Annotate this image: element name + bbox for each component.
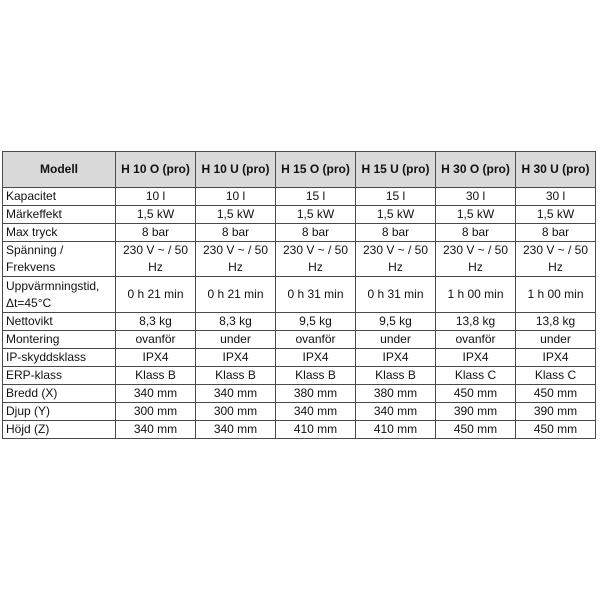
table-row [3,277,596,313]
row-label: Kapacitet [3,188,116,206]
table-row [3,367,596,385]
table-cell: 450 mm [516,385,596,403]
table-cell: 410 mm [356,421,436,439]
table-cell: under [356,331,436,349]
header-model: H 15 O (pro) [276,152,356,188]
table-cell: Klass B [196,367,276,385]
row-label: Djup (Y) [3,403,116,421]
table-cell: 230 V ~ / 50 Hz [436,242,516,277]
table-row [3,403,596,421]
table-cell: IPX4 [516,349,596,367]
row-label: ERP-klass [3,367,116,385]
table-cell: 340 mm [276,403,356,421]
table-cell: 450 mm [516,421,596,439]
table-cell: 30 l [436,188,516,206]
table-header [3,152,596,188]
table-cell: 230 V ~ / 50 Hz [196,242,276,277]
table-cell: Klass B [116,367,196,385]
table-cell: Klass B [356,367,436,385]
table-cell: 1,5 kW [436,206,516,224]
table-cell: ovanför [276,331,356,349]
row-label: Höjd (Z) [3,421,116,439]
table-cell: 10 l [116,188,196,206]
table-cell: 450 mm [436,385,516,403]
table-cell: 1,5 kW [516,206,596,224]
table-row [3,188,596,206]
header-label-modell: Modell [3,152,116,188]
table-cell: 390 mm [436,403,516,421]
row-label: Max tryck [3,224,116,242]
table-cell: 8,3 kg [116,313,196,331]
row-label: Märkeffekt [3,206,116,224]
table-cell: Klass B [276,367,356,385]
table-row [3,349,596,367]
table-cell: 410 mm [276,421,356,439]
table-cell: IPX4 [276,349,356,367]
table-cell: 0 h 21 min [116,277,196,313]
table-row [3,224,596,242]
row-label: Uppvärmningstid, Δt=45°C [3,277,116,313]
table-cell: 340 mm [196,421,276,439]
table-body [3,188,596,439]
table-cell: 10 l [196,188,276,206]
table-cell: 230 V ~ / 50 Hz [356,242,436,277]
table-row [3,242,596,277]
table-cell: IPX4 [196,349,276,367]
row-label: Nettovikt [3,313,116,331]
table-cell: 230 V ~ / 50 Hz [276,242,356,277]
table-cell: ovanför [436,331,516,349]
row-label: IP-skyddsklass [3,349,116,367]
header-model: H 15 U (pro) [356,152,436,188]
table-cell: 1 h 00 min [516,277,596,313]
table-cell: 340 mm [196,385,276,403]
table-cell: 340 mm [356,403,436,421]
row-label: Montering [3,331,116,349]
table-cell: 390 mm [516,403,596,421]
table-cell: 15 l [356,188,436,206]
specifications-table [2,151,596,439]
header-model: H 30 O (pro) [436,152,516,188]
table-cell: 9,5 kg [356,313,436,331]
table-cell: under [196,331,276,349]
table-cell: 0 h 31 min [276,277,356,313]
table-cell: 1,5 kW [196,206,276,224]
table-cell: 8 bar [356,224,436,242]
table-cell: 8,3 kg [196,313,276,331]
row-label: Bredd (X) [3,385,116,403]
header-model: H 10 U (pro) [196,152,276,188]
table-cell: under [516,331,596,349]
table-cell: 230 V ~ / 50 Hz [516,242,596,277]
table-row [3,331,596,349]
table-cell: 30 l [516,188,596,206]
table-cell: IPX4 [116,349,196,367]
table-cell: Klass C [436,367,516,385]
header-model: H 30 U (pro) [516,152,596,188]
row-label: Spänning / Frekvens [3,242,116,277]
table-cell: 1,5 kW [276,206,356,224]
table-cell: 340 mm [116,421,196,439]
table-cell: 8 bar [276,224,356,242]
table-cell: 340 mm [116,385,196,403]
table-cell: IPX4 [356,349,436,367]
table-cell: 8 bar [436,224,516,242]
table-cell: 1 h 00 min [436,277,516,313]
table-cell: 15 l [276,188,356,206]
table-row [3,206,596,224]
table-row [3,385,596,403]
table-cell: 1,5 kW [356,206,436,224]
table-cell: Klass C [516,367,596,385]
table-row [3,421,596,439]
table-cell: 450 mm [436,421,516,439]
table-cell: 230 V ~ / 50 Hz [116,242,196,277]
table-cell: 0 h 31 min [356,277,436,313]
table-cell: 13,8 kg [516,313,596,331]
table-cell: 380 mm [356,385,436,403]
table-cell: 13,8 kg [436,313,516,331]
table-cell: IPX4 [436,349,516,367]
header-row [3,152,596,188]
header-model: H 10 O (pro) [116,152,196,188]
table-cell: 1,5 kW [116,206,196,224]
table-cell: 9,5 kg [276,313,356,331]
table-cell: 0 h 21 min [196,277,276,313]
table-cell: 8 bar [116,224,196,242]
table-row [3,313,596,331]
table-cell: 300 mm [196,403,276,421]
table-cell: ovanför [116,331,196,349]
table-cell: 300 mm [116,403,196,421]
table-cell: 8 bar [516,224,596,242]
table-cell: 8 bar [196,224,276,242]
table-cell: 380 mm [276,385,356,403]
